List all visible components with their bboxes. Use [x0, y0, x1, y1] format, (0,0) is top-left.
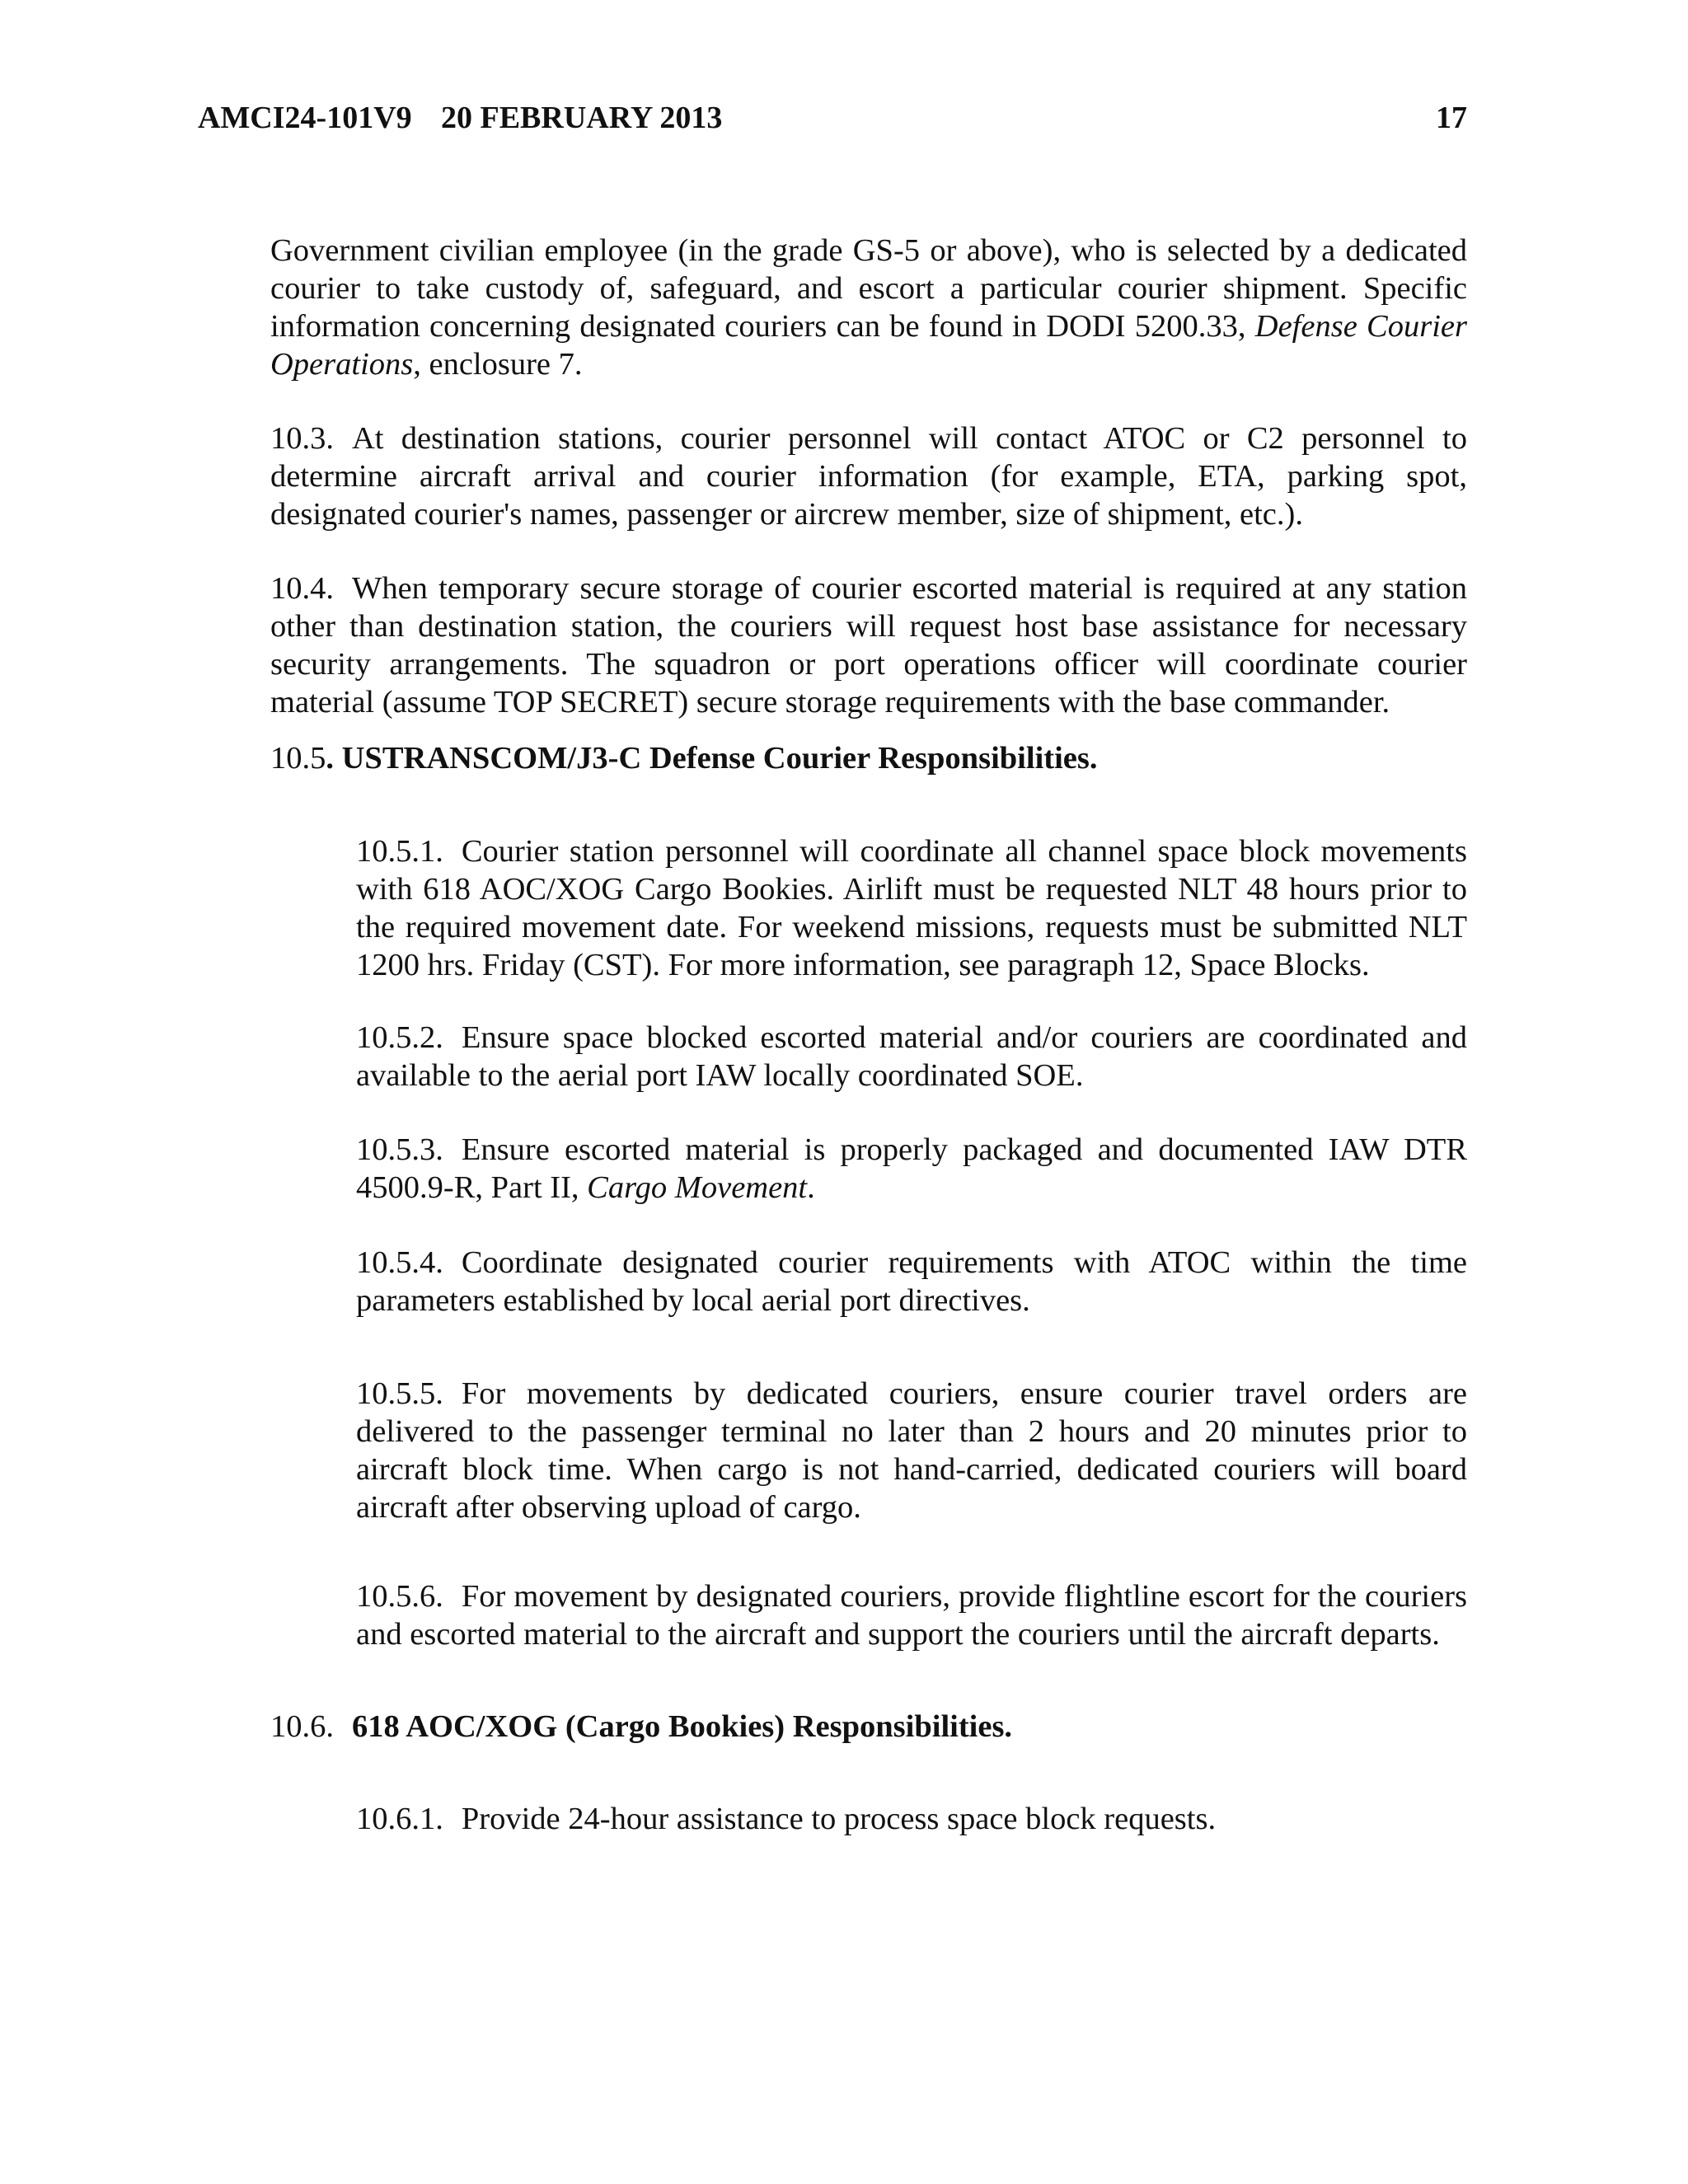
- paragraph-text: Courier station personnel will coordinate all channel space block movements with 618 AOC/XOG Cargo Bookies. Airlift must be requested NLT 48 hours prior to the required movement date. For weekend missions, requests must be submitted NLT 1200 hrs. Friday (CST). For more information, see paragraph 12, Space Blocks.: [356, 834, 1467, 982]
- section-number: 10.5: [270, 741, 326, 776]
- paragraph-text-end: .: [807, 1170, 815, 1205]
- paragraph-10-5-4: [356, 1244, 1467, 1319]
- paragraph-10-5-2: [356, 1019, 1467, 1094]
- paragraph-10-4: [270, 569, 1467, 721]
- paragraph-number: 10.5.2.: [356, 1020, 443, 1055]
- paragraph-10-5-6: [356, 1577, 1467, 1653]
- paragraph-number: 10.6.1.: [356, 1802, 443, 1836]
- paragraph-number: 10.5.4.: [356, 1245, 443, 1280]
- paragraph-10-6-1: [356, 1800, 1467, 1838]
- paragraph-text: For movements by dedicated couriers, ensure courier travel orders are delivered to the passenger terminal no later than 2 hours and 20 minutes prior to aircraft block time. When cargo is not hand-carried, dedicated couriers will board aircraft after observing upload of cargo.: [356, 1376, 1467, 1525]
- section-title: . USTRANSCOM/J3-C Defense Courier Responsibilities.: [326, 741, 1098, 776]
- page-number: 17: [1436, 101, 1467, 135]
- paragraph-text: Ensure space blocked escorted material and/or couriers are coordinated and available to the aerial port IAW locally coordinated SOE.: [356, 1020, 1467, 1093]
- paragraph-10-5-3: [356, 1131, 1467, 1207]
- paragraph-number: 10.4.: [270, 571, 334, 606]
- paragraph-number: 10.3.: [270, 421, 334, 456]
- paragraph-number: 10.5.6.: [356, 1579, 443, 1614]
- paragraph-text: Government civilian employee (in the grade GS-5 or above), who is selected by a dedicated courier to take custody of, safeguard, and escort a particular courier shipment. Specific information concerning designated couriers can be found in DODI 5200.33,: [270, 233, 1467, 344]
- paragraph-number: 10.5.3.: [356, 1132, 443, 1167]
- document-date: 20 FEBRUARY 2013: [441, 101, 723, 135]
- paragraph-continued: [270, 232, 1467, 383]
- paragraph-text: Ensure escorted material is properly packaged and documented IAW DTR 4500.9-R, Part II,: [356, 1132, 1467, 1205]
- paragraph-10-5-5: [356, 1375, 1467, 1526]
- paragraph-10-3: [270, 419, 1467, 533]
- paragraph-text: Coordinate designated courier requirements with ATOC within the time parameters established by local aerial port directives.: [356, 1245, 1467, 1318]
- paragraph-text: Provide 24-hour assistance to process space block requests.: [461, 1802, 1217, 1836]
- section-heading-10-6: [270, 1708, 1467, 1746]
- paragraph-text-end: , enclosure 7.: [413, 347, 583, 382]
- paragraph-number: 10.5.5.: [356, 1376, 443, 1411]
- section-heading-10-5: [270, 739, 1467, 777]
- section-title: 618 AOC/XOG (Cargo Bookies) Responsibilities.: [352, 1709, 1013, 1744]
- paragraph-number: 10.5.1.: [356, 834, 443, 869]
- paragraph-text: At destination stations, courier personnel will contact ATOC or C2 personnel to determine aircraft arrival and courier information (for example, ETA, parking spot, designated courier's names, passenger or aircrew member, size of shipment, etc.).: [270, 421, 1467, 532]
- paragraph-text: For movement by designated couriers, provide flightline escort for the couriers and escorted material to the aircraft and support the couriers until the aircraft departs.: [356, 1579, 1467, 1652]
- document-id: AMCI24-101V9: [198, 101, 412, 135]
- paragraph-italic-title: Cargo Movement: [587, 1170, 808, 1205]
- paragraph-10-5-1: [356, 832, 1467, 984]
- section-number: 10.6.: [270, 1709, 334, 1744]
- paragraph-italic-title: Defense Courier Operations: [270, 309, 1467, 382]
- paragraph-text: When temporary secure storage of courier escorted material is required at any station other than destination station, the couriers will request host base assistance for necessary security arrangements. The squadron or port operations officer will coordinate courier material (assume TOP SECRET) secure storage requirements with the base commander.: [270, 571, 1467, 719]
